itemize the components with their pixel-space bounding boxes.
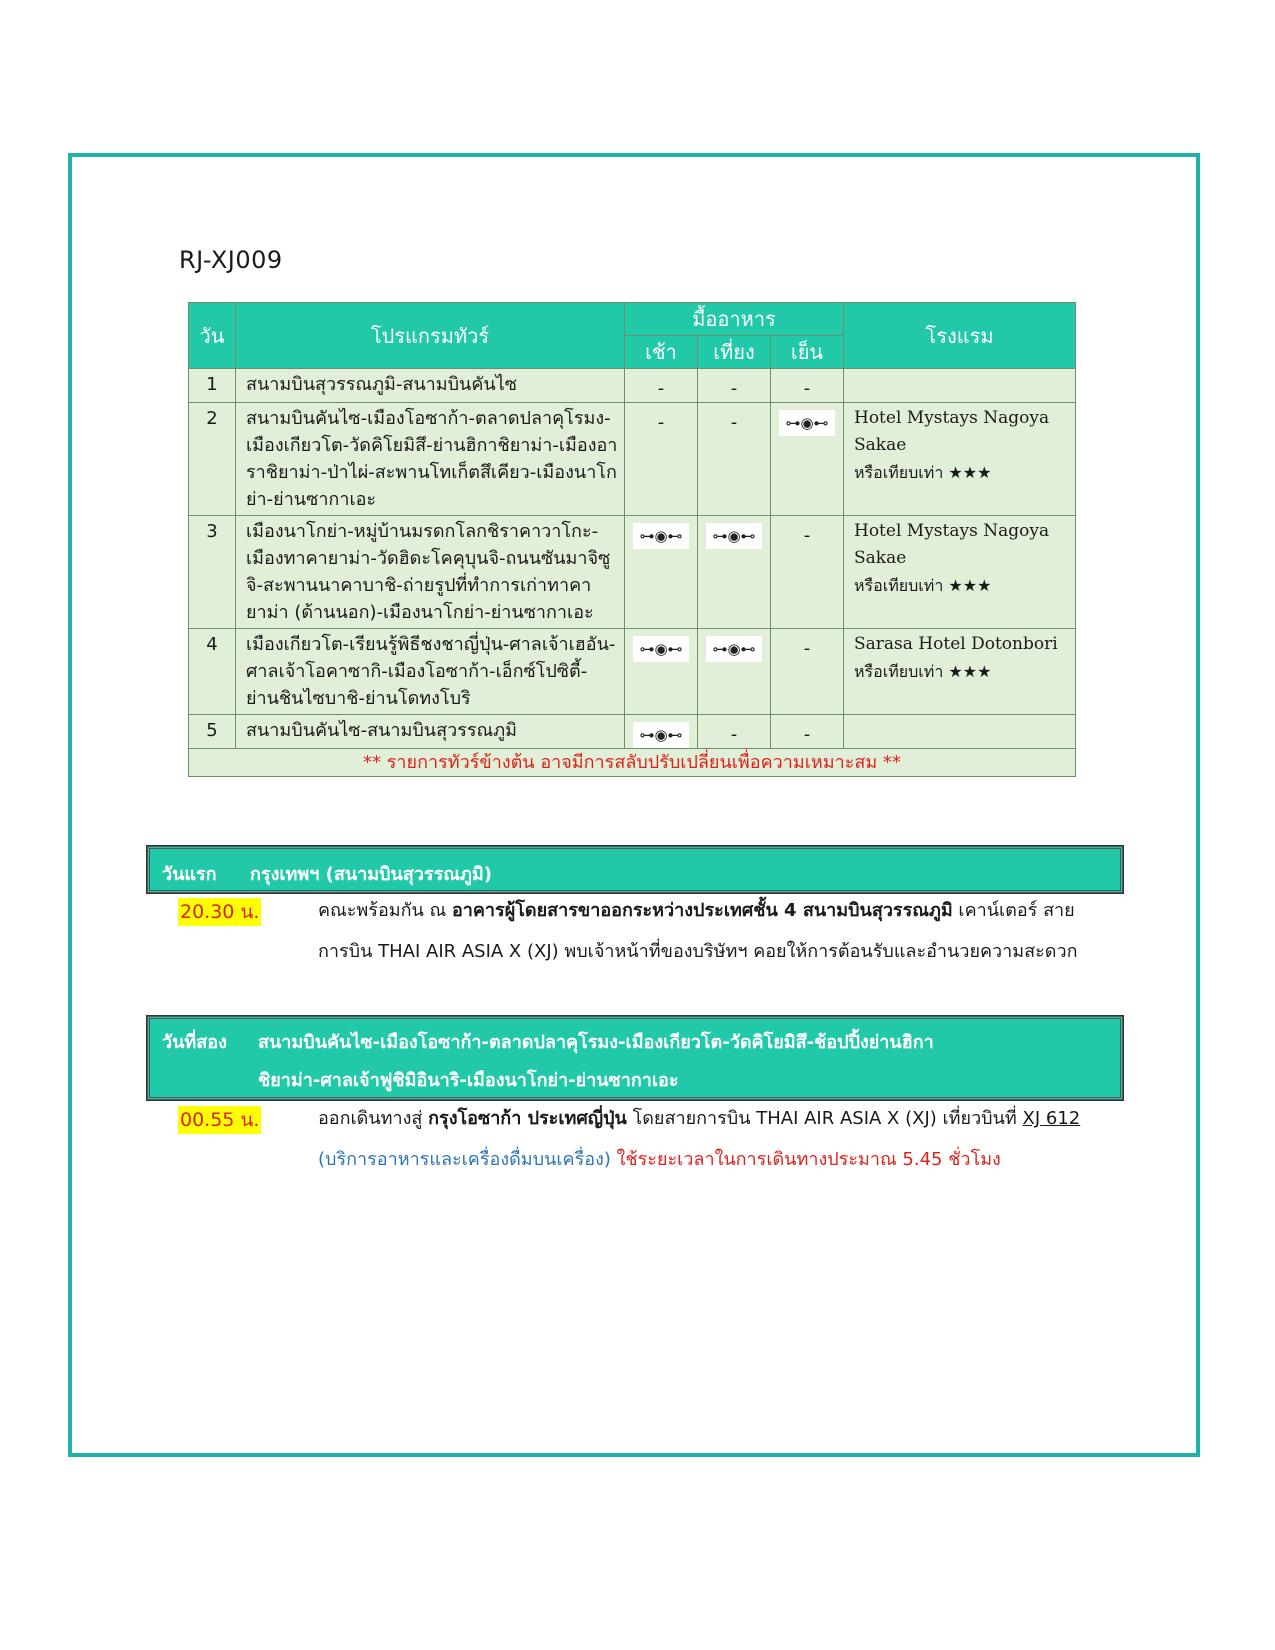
- no-meal-dash: -: [730, 724, 738, 745]
- plate-icon: ⊶◉⊷: [633, 523, 689, 549]
- table-row: [189, 516, 1076, 629]
- day2-title-line2: ชิยาม่า-ศาลเจ้าฟูชิมิอินาริ-เมืองนาโกย่า-ย่านซากาเอะ: [258, 1070, 679, 1091]
- table-row: [189, 715, 1076, 749]
- program-table: [188, 302, 1076, 777]
- day2-label: วันที่สอง: [162, 1032, 227, 1053]
- day2-header: [147, 1016, 1123, 1100]
- day1-text-bold: อาคารผู้โดยสารขาออกระหว่างประเทศชั้น 4 สนามบินสุวรรณภูมิ: [451, 900, 953, 921]
- lunch-cell: [698, 715, 771, 749]
- hotel-alternative: หรือเทียบเท่า ★★★: [854, 463, 992, 482]
- no-meal-dash: -: [803, 724, 811, 745]
- no-meal-dash: -: [657, 412, 665, 433]
- day-number: 2: [189, 403, 236, 516]
- no-meal-dash: -: [730, 378, 738, 399]
- day2-title-line1: สนามบินคันไซ-เมืองโอซาก้า-ตลาดปลาคุโรมง-เมืองเกียวโต-วัดคิโยมิสึ-ช้อปปิ้งย่านฮิกา: [258, 1032, 934, 1053]
- dinner-cell: [771, 629, 844, 715]
- header-day: วัน: [189, 303, 236, 369]
- plate-icon: ⊶◉⊷: [779, 410, 835, 436]
- lunch-cell: [698, 369, 771, 403]
- program-text: เมืองนาโกย่า-หมู่บ้านมรดกโลกชิราคาวาโกะ-เมืองทาคายาม่า-วัดฮิดะโคคุบุนจิ-ถนนซันมาจิซูจิ-สะพานนาคาบาชิ-ถ่ายรูปที่ทำการเก่าทาคายาม่า (ด้านนอก)-เมืองนาโกย่า-ย่านซากาเอะ: [236, 516, 625, 629]
- day1-title: กรุงเทพฯ (สนามบินสุวรรณภูมิ): [250, 864, 492, 885]
- day-number: 4: [189, 629, 236, 715]
- day2-time: 00.55 น.: [178, 1106, 261, 1134]
- no-meal-dash: -: [803, 378, 811, 399]
- day-number: 5: [189, 715, 236, 749]
- plate-icon: ⊶◉⊷: [706, 636, 762, 662]
- hotel-cell: [844, 403, 1076, 516]
- header-lunch: เที่ยง: [698, 336, 771, 369]
- dinner-cell: [771, 715, 844, 749]
- header-program: โปรแกรมทัวร์: [236, 303, 625, 369]
- header-meals: มื้ออาหาร: [625, 303, 844, 336]
- dinner-cell: [771, 369, 844, 403]
- table-row: [189, 403, 1076, 516]
- breakfast-cell: [625, 516, 698, 629]
- hotel-name: Hotel Mystays Nagoya Sakae: [854, 521, 1050, 568]
- flight-number: XJ 612: [1022, 1108, 1081, 1129]
- lunch-cell: [698, 629, 771, 715]
- hotel-alternative: หรือเทียบเท่า ★★★: [854, 576, 992, 595]
- program-text: สนามบินคันไซ-สนามบินสุวรรณภูมิ: [236, 715, 625, 749]
- lunch-cell: [698, 403, 771, 516]
- dinner-cell: [771, 403, 844, 516]
- table-note-row: [189, 749, 1076, 777]
- day-number: 3: [189, 516, 236, 629]
- breakfast-cell: [625, 629, 698, 715]
- day2-text: [318, 1098, 1098, 1180]
- program-text: เมืองเกียวโต-เรียนรู้พิธีชงชาญี่ปุ่น-ศาลเจ้าเฮอัน-ศาลเจ้าโอคาซากิ-เมืองโอซาก้า-เอ็กซ์โปซิตี้-ย่านชินไซบาชิ-ย่านโดทงโบริ: [236, 629, 625, 715]
- day-number: 1: [189, 369, 236, 403]
- header-breakfast: เช้า: [625, 336, 698, 369]
- hotel-name: Hotel Mystays Nagoya Sakae: [854, 408, 1050, 455]
- hotel-cell: [844, 369, 1076, 403]
- day1-header: [147, 846, 1123, 893]
- breakfast-cell: [625, 403, 698, 516]
- day1-text-post: เคาน์เตอร์ สายการบิน THAI AIR ASIA X (XJ) พบเจ้าหน้าที่ของบริษัทฯ คอยให้การต้อนรับและอำนวยความสะดวก: [318, 900, 1078, 962]
- no-meal-dash: -: [730, 412, 738, 433]
- dinner-cell: [771, 516, 844, 629]
- table-note: ** รายการทัวร์ข้างต้น อาจมีการสลับปรับเปลี่ยนเพื่อความเหมาะสม **: [189, 749, 1076, 777]
- table-header-row: [189, 303, 1076, 336]
- hotel-cell: [844, 629, 1076, 715]
- hotel-cell: [844, 715, 1076, 749]
- program-text: สนามบินคันไซ-เมืองโอซาก้า-ตลาดปลาคุโรมง-เมืองเกียวโต-วัดคิโยมิสึ-ย่านฮิกาชิยาม่า-เมืองอาราชิยาม่า-ป่าไผ่-สะพานโทเก็ตสึเคียว-เมืองนาโกย่า-ย่านซากาเอะ: [236, 403, 625, 516]
- day2-text-bold: กรุงโอซาก้า ประเทศญี่ปุ่น: [428, 1108, 627, 1129]
- day2-text-pre: ออกเดินทางสู่: [318, 1108, 429, 1129]
- day2-text-mid: โดยสายการบิน THAI AIR ASIA X (XJ) เที่ยวบินที่: [626, 1108, 1023, 1129]
- header-hotel: โรงแรม: [844, 303, 1076, 369]
- table-row: [189, 629, 1076, 715]
- plate-icon: ⊶◉⊷: [633, 722, 689, 748]
- flight-duration: ใช้ระยะเวลาในการเดินทางประมาณ 5.45 ชั่วโมง: [610, 1149, 1001, 1170]
- hotel-name: Sarasa Hotel Dotonbori: [854, 634, 1058, 654]
- header-dinner: เย็น: [771, 336, 844, 369]
- hotel-cell: [844, 516, 1076, 629]
- day1-text: [318, 890, 1098, 972]
- day1-label: วันแรก: [162, 864, 217, 885]
- tour-code: RJ-XJ009: [179, 246, 283, 274]
- no-meal-dash: -: [803, 525, 811, 546]
- breakfast-cell: [625, 715, 698, 749]
- no-meal-dash: -: [803, 638, 811, 659]
- program-text: สนามบินสุวรรณภูมิ-สนามบินคันไซ: [236, 369, 625, 403]
- table-row: [189, 369, 1076, 403]
- no-meal-dash: -: [657, 378, 665, 399]
- lunch-cell: [698, 516, 771, 629]
- plate-icon: ⊶◉⊷: [633, 636, 689, 662]
- day1-time: 20.30 น.: [178, 898, 261, 926]
- plate-icon: ⊶◉⊷: [706, 523, 762, 549]
- day1-text-pre: คณะพร้อมกัน ณ: [318, 900, 452, 921]
- flight-service: (บริการอาหารและเครื่องดื่มบนเครื่อง): [318, 1149, 611, 1170]
- breakfast-cell: [625, 369, 698, 403]
- hotel-alternative: หรือเทียบเท่า ★★★: [854, 662, 992, 681]
